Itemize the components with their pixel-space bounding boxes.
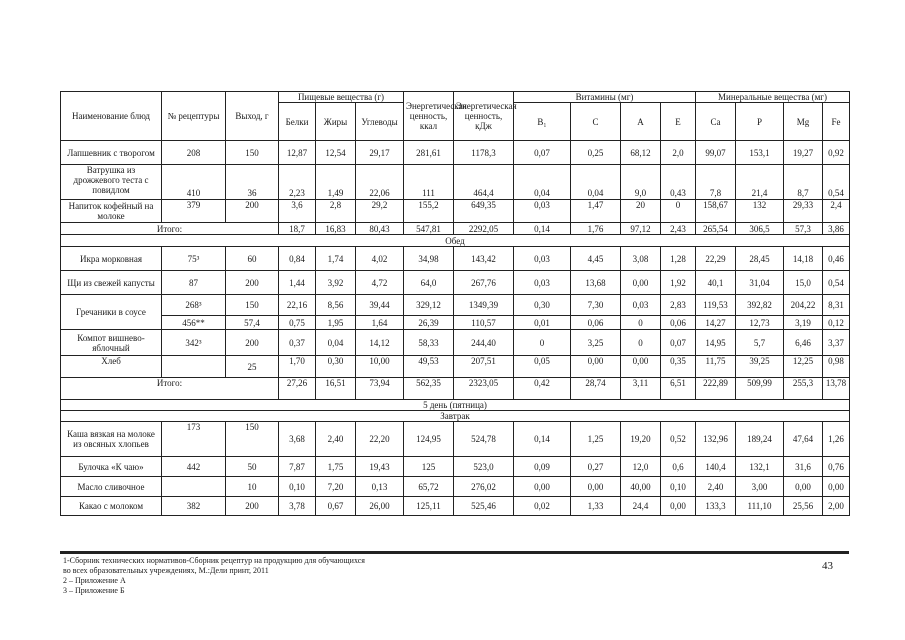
table-cell: 255,3 <box>784 378 823 400</box>
section-row <box>61 235 850 247</box>
table-cell: 47,64 <box>784 422 823 457</box>
table-row <box>61 271 850 295</box>
table-cell: 12,54 <box>316 141 356 165</box>
table-cell: 1349,39 <box>454 295 514 316</box>
table-cell: 265,54 <box>696 223 736 235</box>
table-cell: 13,68 <box>571 271 621 295</box>
table-row <box>61 295 850 316</box>
table-cell: 28,45 <box>736 247 784 271</box>
dish-name: Щи из свежей капусты <box>61 271 162 295</box>
table-row <box>61 316 850 330</box>
table-cell: 0,00 <box>571 477 621 497</box>
table-cell: 143,42 <box>454 247 514 271</box>
table-cell: 0,67 <box>316 497 356 516</box>
table-row <box>61 477 850 497</box>
table-cell: 525,46 <box>454 497 514 516</box>
table-cell: 80,43 <box>356 223 404 235</box>
dish-name: Лапшевник с творогом <box>61 141 162 165</box>
header-recipe-no: № рецептуры <box>162 92 226 141</box>
table-cell: 1,44 <box>279 271 316 295</box>
table-cell: 0 <box>621 316 661 330</box>
section-day-title: 5 день (пятница) <box>61 400 850 411</box>
table-cell: 3,08 <box>621 247 661 271</box>
table-cell: 132,96 <box>696 422 736 457</box>
table-cell: 34,98 <box>404 247 454 271</box>
table-cell: 153,1 <box>736 141 784 165</box>
table-cell: 22,16 <box>279 295 316 316</box>
table-cell: 57,4 <box>226 316 279 330</box>
table-cell: 0,25 <box>571 141 621 165</box>
table-cell: 0 <box>514 330 571 356</box>
table-cell: 1,92 <box>661 271 696 295</box>
table-cell: 110,57 <box>454 316 514 330</box>
table-cell: 562,35 <box>404 378 454 400</box>
table-cell: 19,20 <box>621 422 661 457</box>
table-cell: 0,00 <box>661 497 696 516</box>
table-cell: 0,00 <box>514 477 571 497</box>
table-cell: 0,10 <box>661 477 696 497</box>
table-cell: 99,07 <box>696 141 736 165</box>
table-cell: 7,30 <box>571 295 621 316</box>
table-cell: 58,33 <box>404 330 454 356</box>
table-cell: 3,92 <box>316 271 356 295</box>
table-cell: 3,6 <box>279 200 316 223</box>
table-cell: 222,89 <box>696 378 736 400</box>
table-cell: 111 <box>404 165 454 200</box>
dish-name: Ватрушка из дрожжевого теста с повидлом <box>61 165 162 200</box>
table-cell: 36 <box>226 165 279 200</box>
header-ca: Ca <box>696 103 736 141</box>
table-cell: 0,46 <box>823 247 850 271</box>
table-cell: 0,07 <box>514 141 571 165</box>
header-c: C <box>571 103 621 141</box>
table-cell: 57,3 <box>784 223 823 235</box>
header-output: Выход, г <box>226 92 279 141</box>
table-cell: 200 <box>226 497 279 516</box>
table-cell: 382 <box>162 497 226 516</box>
page-number: 43 <box>822 560 833 572</box>
table-cell: 2,00 <box>823 497 850 516</box>
dish-name: Гречаники в соусе <box>61 295 162 330</box>
table-cell: 0,00 <box>784 477 823 497</box>
table-cell: 0,03 <box>514 271 571 295</box>
header-energy-kj: Энергетическая ценность, кДж <box>454 92 514 141</box>
table-cell: 0,14 <box>514 223 571 235</box>
header-e: E <box>661 103 696 141</box>
table-cell: 1,26 <box>823 422 850 457</box>
table-cell: 1,74 <box>316 247 356 271</box>
table-cell: 140,4 <box>696 457 736 477</box>
table-cell: 9,0 <box>621 165 661 200</box>
dish-name: Напиток кофейный на молоке <box>61 200 162 223</box>
table-cell: 20 <box>621 200 661 223</box>
table-cell: 16,83 <box>316 223 356 235</box>
table-cell: 208 <box>162 141 226 165</box>
table-cell: 2,40 <box>316 422 356 457</box>
section-lunch-title: Обед <box>61 235 850 247</box>
table-cell: 40,1 <box>696 271 736 295</box>
table-cell: 0,04 <box>571 165 621 200</box>
table-row <box>61 330 850 356</box>
table-cell: 268³ <box>162 295 226 316</box>
table-cell: 22,06 <box>356 165 404 200</box>
table-cell: 19,27 <box>784 141 823 165</box>
table-cell: 12,25 <box>784 356 823 378</box>
table-cell: 0,30 <box>316 356 356 378</box>
table-cell: 3,78 <box>279 497 316 516</box>
header-fat: Жиры <box>316 103 356 141</box>
table-cell: 547,81 <box>404 223 454 235</box>
table-cell: 24,4 <box>621 497 661 516</box>
table-cell: 4,72 <box>356 271 404 295</box>
table-cell: 523,0 <box>454 457 514 477</box>
header-row-1 <box>61 92 850 103</box>
table-cell: 0,02 <box>514 497 571 516</box>
table-cell: 25 <box>226 356 279 378</box>
table-cell: 0,04 <box>316 330 356 356</box>
table-cell: 0 <box>621 330 661 356</box>
table-cell: 10 <box>226 477 279 497</box>
table-cell: 8,56 <box>316 295 356 316</box>
table-cell: 12,87 <box>279 141 316 165</box>
table-cell: 7,8 <box>696 165 736 200</box>
header-b1: B₁ <box>514 103 571 141</box>
table-cell: 8,7 <box>784 165 823 200</box>
table-cell: 2,40 <box>696 477 736 497</box>
table-cell: 15,0 <box>784 271 823 295</box>
table-cell: 0,98 <box>823 356 850 378</box>
table-cell: 649,35 <box>454 200 514 223</box>
table-cell: 0,00 <box>621 271 661 295</box>
footnote-1: 1-Сборник технических нормативов-Сборник рецептур на продукцию для обучающихся <box>63 556 365 565</box>
table-row <box>61 356 850 378</box>
table-cell: 22,20 <box>356 422 404 457</box>
table-cell: 21,4 <box>736 165 784 200</box>
table-cell: 0,03 <box>514 200 571 223</box>
table-cell: 0,13 <box>356 477 404 497</box>
total-row <box>61 223 850 235</box>
table-cell: 1,75 <box>316 457 356 477</box>
table-cell: 2,8 <box>316 200 356 223</box>
table-cell: 29,17 <box>356 141 404 165</box>
table-cell <box>162 356 226 378</box>
table-cell: 0,05 <box>514 356 571 378</box>
table-cell: 306,5 <box>736 223 784 235</box>
dish-name: Хлеб <box>61 356 162 378</box>
table-row <box>61 247 850 271</box>
table-cell: 14,95 <box>696 330 736 356</box>
table-cell: 68,12 <box>621 141 661 165</box>
footnote-3: 3 – Приложение Б <box>63 586 125 595</box>
table-cell: 132,1 <box>736 457 784 477</box>
table-cell: 27,26 <box>279 378 316 400</box>
table-cell: 3,86 <box>823 223 850 235</box>
table-cell: 1,25 <box>571 422 621 457</box>
table-cell: 64,0 <box>404 271 454 295</box>
header-mg: Mg <box>784 103 823 141</box>
table-cell: 16,51 <box>316 378 356 400</box>
table-cell: 189,24 <box>736 422 784 457</box>
table-cell: 200 <box>226 330 279 356</box>
table-cell: 13,78 <box>823 378 850 400</box>
section-row <box>61 411 850 422</box>
table-cell: 442 <box>162 457 226 477</box>
header-a: A <box>621 103 661 141</box>
table-row <box>61 200 850 223</box>
table-cell: 4,02 <box>356 247 404 271</box>
total-label: Итого: <box>61 378 279 400</box>
table-cell: 39,25 <box>736 356 784 378</box>
header-energy-kcal: Энергетическая ценность, ккал <box>404 92 454 141</box>
table-cell: 29,33 <box>784 200 823 223</box>
nutrition-table <box>60 91 850 516</box>
table-cell: 155,2 <box>404 200 454 223</box>
table-cell: 4,45 <box>571 247 621 271</box>
table-cell: 2,83 <box>661 295 696 316</box>
table-cell: 0,30 <box>514 295 571 316</box>
table-cell: 14,27 <box>696 316 736 330</box>
table-cell: 173 <box>162 422 226 457</box>
table-cell: 60 <box>226 247 279 271</box>
table-cell: 1,28 <box>661 247 696 271</box>
header-minerals: Минеральные вещества (мг) <box>696 92 850 103</box>
table-cell: 3,11 <box>621 378 661 400</box>
table-cell: 133,3 <box>696 497 736 516</box>
table-cell: 464,4 <box>454 165 514 200</box>
table-cell: 1,76 <box>571 223 621 235</box>
table-cell: 200 <box>226 271 279 295</box>
table-cell: 204,22 <box>784 295 823 316</box>
table-cell: 0 <box>661 200 696 223</box>
table-cell: 342³ <box>162 330 226 356</box>
table-cell: 158,67 <box>696 200 736 223</box>
table-cell: 26,00 <box>356 497 404 516</box>
header-name: Наименование блюд <box>61 92 162 141</box>
dish-name: Икра морковная <box>61 247 162 271</box>
table-cell: 125 <box>404 457 454 477</box>
table-cell: 2,23 <box>279 165 316 200</box>
table-cell: 3,25 <box>571 330 621 356</box>
table-cell: 2,0 <box>661 141 696 165</box>
table-cell: 10,00 <box>356 356 404 378</box>
header-vitamins: Витамины (мг) <box>514 92 696 103</box>
table-cell: 150 <box>226 422 279 457</box>
table-cell: 87 <box>162 271 226 295</box>
table-cell: 0,27 <box>571 457 621 477</box>
table-cell: 31,04 <box>736 271 784 295</box>
dish-name: Компот вишнево-яблочный <box>61 330 162 356</box>
section-breakfast-title: Завтрак <box>61 411 850 422</box>
table-cell: 0,92 <box>823 141 850 165</box>
table-cell: 0,54 <box>823 165 850 200</box>
table-cell: 0,76 <box>823 457 850 477</box>
table-cell: 12,73 <box>736 316 784 330</box>
table-cell: 0,00 <box>571 356 621 378</box>
table-cell: 150 <box>226 141 279 165</box>
table-cell: 0,52 <box>661 422 696 457</box>
table-cell: 49,53 <box>404 356 454 378</box>
table-cell: 6,51 <box>661 378 696 400</box>
table-cell: 19,43 <box>356 457 404 477</box>
dish-name: Каша вязкая на молоке из овсяных хлопьев <box>61 422 162 457</box>
dish-name: Булочка «К чаю» <box>61 457 162 477</box>
table-cell: 1,64 <box>356 316 404 330</box>
header-nutrients: Пищевые вещества (г) <box>279 92 404 103</box>
table-cell: 0,00 <box>823 477 850 497</box>
table-cell: 39,44 <box>356 295 404 316</box>
table-cell: 0,01 <box>514 316 571 330</box>
table-row <box>61 422 850 457</box>
table-cell: 0,04 <box>514 165 571 200</box>
table-cell: 207,51 <box>454 356 514 378</box>
footnote-2: 2 – Приложение А <box>63 576 126 585</box>
table-cell: 379 <box>162 200 226 223</box>
table-cell: 1178,3 <box>454 141 514 165</box>
table-cell: 0,6 <box>661 457 696 477</box>
table-cell: 50 <box>226 457 279 477</box>
table-cell: 7,20 <box>316 477 356 497</box>
table-cell: 2323,05 <box>454 378 514 400</box>
table-cell: 1,33 <box>571 497 621 516</box>
table-cell: 276,02 <box>454 477 514 497</box>
table-cell: 6,46 <box>784 330 823 356</box>
table-cell: 3,37 <box>823 330 850 356</box>
table-cell: 14,18 <box>784 247 823 271</box>
table-cell: 1,95 <box>316 316 356 330</box>
dish-name: Масло сливочное <box>61 477 162 497</box>
table-cell: 509,99 <box>736 378 784 400</box>
table-cell: 0,54 <box>823 271 850 295</box>
table-cell: 2,4 <box>823 200 850 223</box>
table-cell <box>162 477 226 497</box>
table-cell: 40,00 <box>621 477 661 497</box>
table-cell: 132 <box>736 200 784 223</box>
footnote-1-cont: во всех образовательных учреждениях, М.:Дели принт, 2011 <box>63 566 269 575</box>
table-cell: 22,29 <box>696 247 736 271</box>
table-cell: 0,03 <box>621 295 661 316</box>
dish-name: Какао с молоком <box>61 497 162 516</box>
table-cell: 29,2 <box>356 200 404 223</box>
table-cell: 267,76 <box>454 271 514 295</box>
table-cell: 5,7 <box>736 330 784 356</box>
table-cell: 150 <box>226 295 279 316</box>
table-cell: 0,09 <box>514 457 571 477</box>
table-cell: 18,7 <box>279 223 316 235</box>
table-cell: 111,10 <box>736 497 784 516</box>
header-carbs: Углеводы <box>356 103 404 141</box>
table-cell: 0,12 <box>823 316 850 330</box>
table-cell: 28,74 <box>571 378 621 400</box>
header-fe: Fe <box>823 103 850 141</box>
section-row <box>61 400 850 411</box>
table-cell: 11,75 <box>696 356 736 378</box>
table-cell: 8,31 <box>823 295 850 316</box>
table-cell: 31,6 <box>784 457 823 477</box>
table-cell: 12,0 <box>621 457 661 477</box>
table-cell: 0,00 <box>621 356 661 378</box>
table-row <box>61 165 850 200</box>
table-cell: 1,47 <box>571 200 621 223</box>
table-cell: 75³ <box>162 247 226 271</box>
footnote-separator <box>60 551 849 554</box>
table-cell: 3,68 <box>279 422 316 457</box>
table-cell: 119,53 <box>696 295 736 316</box>
total-row <box>61 378 850 400</box>
table-cell: 0,03 <box>514 247 571 271</box>
table-cell: 14,12 <box>356 330 404 356</box>
table-cell: 0,84 <box>279 247 316 271</box>
header-protein: Белки <box>279 103 316 141</box>
table-cell: 392,82 <box>736 295 784 316</box>
table-cell: 2,43 <box>661 223 696 235</box>
table-cell: 1,70 <box>279 356 316 378</box>
table-cell: 25,56 <box>784 497 823 516</box>
table-row <box>61 141 850 165</box>
table-cell: 200 <box>226 200 279 223</box>
table-cell: 73,94 <box>356 378 404 400</box>
table-cell: 524,78 <box>454 422 514 457</box>
table-cell: 281,61 <box>404 141 454 165</box>
total-label: Итого: <box>61 223 279 235</box>
table-cell: 125,11 <box>404 497 454 516</box>
table-cell: 26,39 <box>404 316 454 330</box>
header-p: P <box>736 103 784 141</box>
table-row <box>61 457 850 477</box>
table-cell: 0,06 <box>661 316 696 330</box>
table-cell: 7,87 <box>279 457 316 477</box>
table-cell: 0,14 <box>514 422 571 457</box>
table-cell: 0,37 <box>279 330 316 356</box>
table-row <box>61 497 850 516</box>
table-cell: 0,43 <box>661 165 696 200</box>
table-cell: 244,40 <box>454 330 514 356</box>
table-cell: 0,42 <box>514 378 571 400</box>
table-cell: 0,35 <box>661 356 696 378</box>
table-cell: 97,12 <box>621 223 661 235</box>
table-cell: 1,49 <box>316 165 356 200</box>
table-cell: 0,07 <box>661 330 696 356</box>
table-cell: 65,72 <box>404 477 454 497</box>
table-cell: 456** <box>162 316 226 330</box>
table-cell: 0,10 <box>279 477 316 497</box>
table-cell: 3,00 <box>736 477 784 497</box>
table-cell: 410 <box>162 165 226 200</box>
table-cell: 329,12 <box>404 295 454 316</box>
table-cell: 3,19 <box>784 316 823 330</box>
table-cell: 0,75 <box>279 316 316 330</box>
table-cell: 124,95 <box>404 422 454 457</box>
table-cell: 2292,05 <box>454 223 514 235</box>
table-cell: 0,06 <box>571 316 621 330</box>
